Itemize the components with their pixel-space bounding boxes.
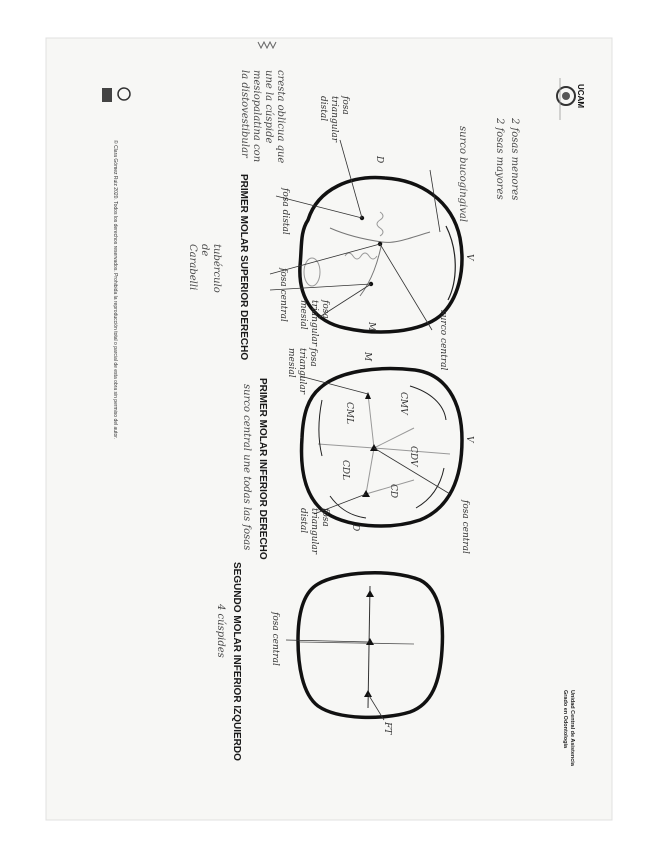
molar2-label-cd: CD bbox=[388, 484, 398, 499]
molar2-label-cdv: CDV bbox=[408, 446, 418, 467]
logo-text: UCAM bbox=[576, 84, 585, 108]
note-cresta-oblicua: cresta oblicua que une la cúspide mesiopalatina con la distovestibular bbox=[239, 70, 286, 164]
institution-line-1: Unidad Central de Asistencia bbox=[569, 690, 575, 766]
molar2-label-d: D bbox=[350, 524, 360, 532]
molar3-title: SEGUNDO MOLAR INFERIOR IZQUIERDO bbox=[231, 562, 242, 761]
footer-legal-text: © Clara Gómez Ruiz 2020. Todos los derechos reservados. Prohibida la reproducción total o parcial de esta obra sin permiso del autor. bbox=[112, 140, 118, 440]
molar1-label-m: M bbox=[366, 322, 376, 332]
molar1-label-d: D bbox=[374, 156, 384, 164]
molar3-fosa-central: fosa central bbox=[270, 612, 280, 666]
institution-line-2: Grado en Odontología bbox=[562, 690, 568, 749]
molar2-label-cmv: CMV bbox=[398, 392, 408, 415]
molar3-label-ft: FT bbox=[382, 722, 392, 735]
molar2-fosa-triangular-distal: fosa triangular distal bbox=[298, 508, 330, 555]
molar1-title: PRIMER MOLAR SUPERIOR DERECHO bbox=[238, 174, 249, 361]
paper-sheet bbox=[46, 38, 612, 820]
molar2-title: PRIMER MOLAR INFERIOR DERECHO bbox=[257, 378, 268, 560]
molar1-fosa-triangular-distal: fosa triangular distal bbox=[318, 96, 350, 143]
note-fosas-menores: 2 fosas menores bbox=[509, 118, 520, 201]
molar2-label-v: V bbox=[464, 436, 474, 443]
molar3-subtitle: 4 cúspides bbox=[215, 604, 226, 658]
molar2-label-cml: CML bbox=[344, 402, 354, 425]
molar1-fosa-central: fosa central bbox=[278, 268, 288, 322]
molar1-label-v: V bbox=[464, 254, 474, 261]
molar2-label-m: M bbox=[362, 352, 372, 362]
molar2-fosa-central: fosa central bbox=[460, 500, 470, 554]
molar1-fosa-triangular-mesial: fosa triangular mesial bbox=[298, 300, 330, 347]
note-surco-bucogingival: surco bucogingival bbox=[457, 126, 468, 223]
note-tuberculo: tubérculo de Carabelli bbox=[187, 244, 222, 293]
molar2-fosa-triangular-mesial: fosa triangular mesial bbox=[286, 348, 318, 395]
molar2-label-cdl: CDL bbox=[340, 460, 350, 481]
note-fosas-mayores: 2 fosas mayores bbox=[494, 118, 505, 200]
molar1-surco-central: surco central bbox=[438, 310, 448, 371]
logo-small bbox=[102, 88, 112, 102]
molar2-subtitle: surco central une todas las fosas bbox=[241, 384, 252, 551]
molar1-fosa-distal: fosa distal bbox=[280, 188, 290, 235]
